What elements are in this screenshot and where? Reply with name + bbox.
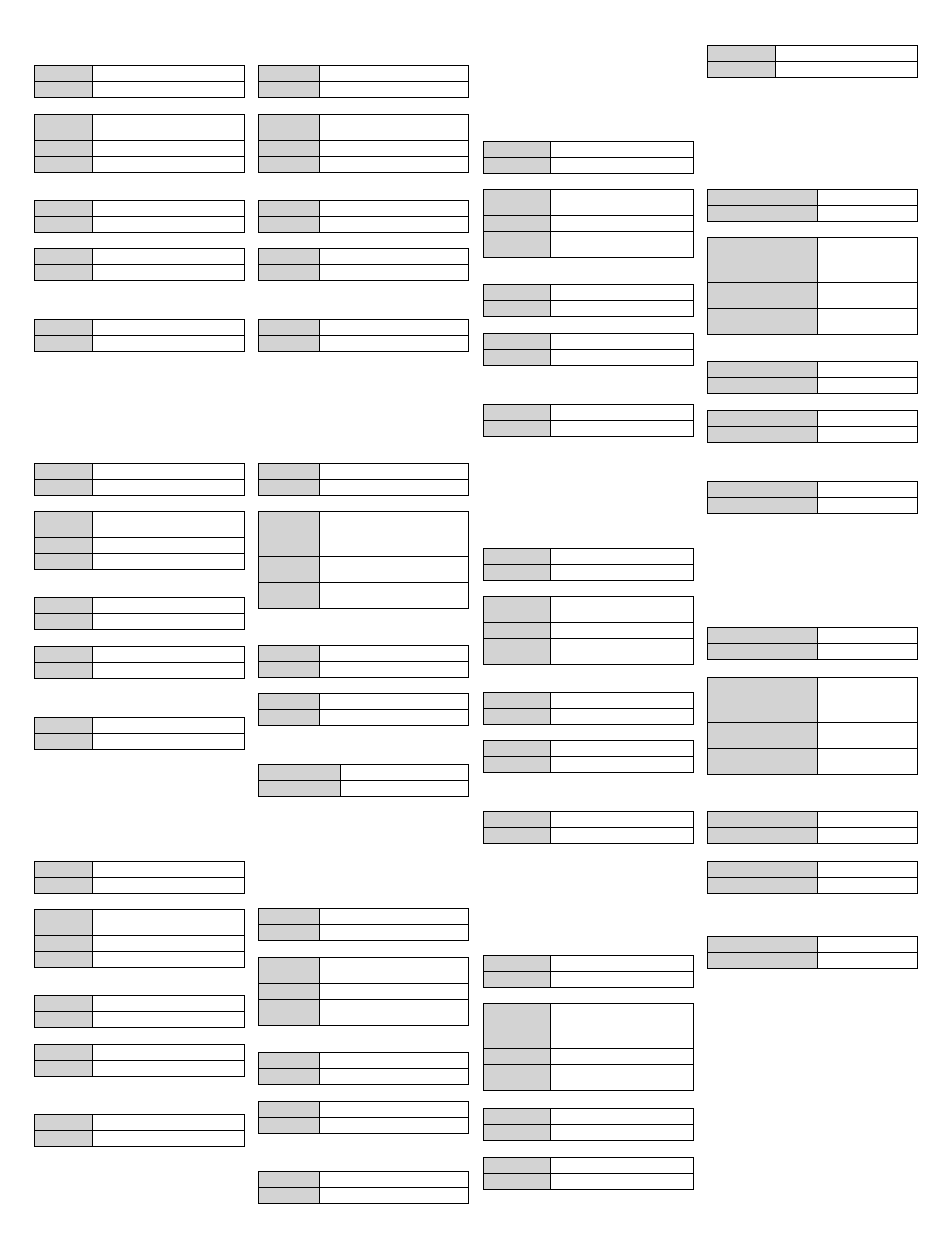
value-cell — [320, 662, 468, 677]
value-cell — [818, 427, 917, 442]
label-cell — [35, 249, 92, 264]
value-cell — [818, 411, 917, 426]
value-cell — [93, 512, 244, 537]
label-cell — [484, 828, 550, 843]
label-cell — [259, 765, 340, 780]
value-cell — [551, 216, 693, 231]
form-table — [34, 200, 245, 233]
label-cell — [708, 206, 817, 221]
value-cell — [818, 828, 917, 843]
value-cell — [320, 265, 468, 280]
value-cell — [551, 421, 693, 436]
value-cell — [818, 812, 917, 827]
label-cell — [35, 952, 92, 967]
value-cell — [341, 765, 468, 780]
label-cell — [484, 1109, 550, 1124]
label-cell — [35, 480, 92, 495]
form-table — [34, 248, 245, 281]
value-cell — [551, 190, 693, 215]
label-cell — [35, 862, 92, 877]
value-cell — [320, 157, 468, 172]
value-cell — [551, 232, 693, 257]
label-cell — [484, 1174, 550, 1189]
value-cell — [320, 710, 468, 725]
value-cell — [818, 498, 917, 513]
form-table — [707, 45, 918, 78]
label-cell — [35, 1115, 92, 1130]
value-cell — [93, 1061, 244, 1076]
label-cell — [259, 66, 319, 81]
value-cell — [320, 1102, 468, 1117]
label-cell — [259, 1172, 319, 1187]
form-table — [258, 248, 469, 281]
value-cell — [93, 598, 244, 613]
label-cell — [259, 909, 319, 924]
label-cell — [259, 217, 319, 232]
label-cell — [484, 812, 550, 827]
form-table — [258, 319, 469, 352]
value-cell — [320, 925, 468, 940]
value-cell — [551, 350, 693, 365]
label-cell — [35, 201, 92, 216]
form-table — [483, 811, 694, 844]
label-cell — [35, 1045, 92, 1060]
label-cell — [259, 662, 319, 677]
value-cell — [320, 646, 468, 661]
value-cell — [320, 1118, 468, 1133]
label-cell — [484, 1125, 550, 1140]
label-cell — [35, 996, 92, 1011]
label-cell — [259, 320, 319, 335]
label-cell — [259, 480, 319, 495]
label-cell — [708, 427, 817, 442]
form-table — [258, 1052, 469, 1085]
form-table — [34, 909, 245, 968]
label-cell — [708, 723, 817, 748]
label-cell — [484, 350, 550, 365]
label-cell — [35, 265, 92, 280]
value-cell — [93, 647, 244, 662]
label-cell — [484, 232, 550, 257]
form-table — [34, 1114, 245, 1147]
value-cell — [93, 115, 244, 140]
value-cell — [551, 956, 693, 971]
value-cell — [320, 557, 468, 582]
value-cell — [320, 1000, 468, 1025]
form-table — [483, 596, 694, 665]
value-cell — [776, 46, 917, 61]
value-cell — [93, 1115, 244, 1130]
value-cell — [551, 597, 693, 622]
value-cell — [93, 265, 244, 280]
value-cell — [551, 1125, 693, 1140]
label-cell — [259, 82, 319, 97]
label-cell — [35, 554, 92, 569]
label-cell — [708, 678, 817, 722]
label-cell — [708, 953, 817, 968]
label-cell — [35, 1131, 92, 1146]
value-cell — [320, 320, 468, 335]
label-cell — [484, 639, 550, 664]
form-table — [483, 333, 694, 366]
value-cell — [551, 639, 693, 664]
form-table — [483, 548, 694, 581]
label-cell — [484, 757, 550, 772]
form-table — [34, 597, 245, 630]
value-cell — [320, 1053, 468, 1068]
label-cell — [259, 557, 319, 582]
form-table — [258, 908, 469, 941]
label-cell — [35, 614, 92, 629]
label-cell — [259, 710, 319, 725]
value-cell — [320, 694, 468, 709]
value-cell — [93, 910, 244, 935]
form-table — [34, 1044, 245, 1077]
value-cell — [320, 201, 468, 216]
form-table — [34, 646, 245, 679]
label-cell — [484, 1049, 550, 1064]
value-cell — [93, 554, 244, 569]
form-table — [707, 481, 918, 514]
label-cell — [484, 623, 550, 638]
value-cell — [93, 663, 244, 678]
label-cell — [35, 512, 92, 537]
label-cell — [35, 663, 92, 678]
label-cell — [35, 66, 92, 81]
form-table — [34, 511, 245, 570]
label-cell — [259, 1069, 319, 1084]
form-table — [34, 65, 245, 98]
value-cell — [818, 644, 917, 659]
value-cell — [776, 62, 917, 77]
value-cell — [93, 480, 244, 495]
value-cell — [818, 283, 917, 308]
form-table — [483, 1108, 694, 1141]
form-table — [258, 114, 469, 173]
value-cell — [93, 878, 244, 893]
form-table — [258, 693, 469, 726]
label-cell — [259, 694, 319, 709]
label-cell — [484, 956, 550, 971]
form-table — [707, 237, 918, 335]
form-table — [258, 1101, 469, 1134]
value-cell — [320, 66, 468, 81]
label-cell — [35, 647, 92, 662]
label-cell — [35, 157, 92, 172]
value-cell — [320, 909, 468, 924]
label-cell — [35, 878, 92, 893]
label-cell — [484, 741, 550, 756]
value-cell — [93, 201, 244, 216]
label-cell — [259, 265, 319, 280]
value-cell — [551, 1109, 693, 1124]
value-cell — [551, 693, 693, 708]
value-cell — [93, 1131, 244, 1146]
label-cell — [259, 512, 319, 556]
label-cell — [259, 958, 319, 983]
value-cell — [551, 142, 693, 157]
label-cell — [484, 1158, 550, 1173]
label-cell — [484, 1004, 550, 1048]
label-cell — [708, 937, 817, 952]
form-table — [483, 692, 694, 725]
value-cell — [320, 249, 468, 264]
form-table — [258, 764, 469, 797]
label-cell — [259, 336, 319, 351]
label-cell — [708, 828, 817, 843]
form-table — [258, 65, 469, 98]
value-cell — [551, 709, 693, 724]
form-table — [483, 404, 694, 437]
value-cell — [551, 285, 693, 300]
label-cell — [259, 1102, 319, 1117]
label-cell — [708, 482, 817, 497]
form-table — [34, 463, 245, 496]
label-cell — [708, 46, 775, 61]
value-cell — [551, 405, 693, 420]
label-cell — [708, 62, 775, 77]
label-cell — [259, 925, 319, 940]
value-cell — [320, 984, 468, 999]
label-cell — [259, 984, 319, 999]
label-cell — [708, 378, 817, 393]
value-cell — [93, 464, 244, 479]
form-table — [34, 861, 245, 894]
label-cell — [35, 1012, 92, 1027]
value-cell — [93, 66, 244, 81]
label-cell — [708, 362, 817, 377]
value-cell — [320, 336, 468, 351]
label-cell — [708, 878, 817, 893]
value-cell — [551, 158, 693, 173]
value-cell — [93, 141, 244, 156]
form-table — [483, 1003, 694, 1091]
value-cell — [93, 82, 244, 97]
label-cell — [259, 1053, 319, 1068]
label-cell — [259, 115, 319, 140]
label-cell — [259, 583, 319, 608]
label-cell — [35, 141, 92, 156]
label-cell — [708, 238, 817, 282]
label-cell — [708, 498, 817, 513]
label-cell — [35, 336, 92, 351]
form-table — [258, 200, 469, 233]
label-cell — [708, 812, 817, 827]
label-cell — [484, 216, 550, 231]
form-table — [34, 717, 245, 750]
form-table — [34, 114, 245, 173]
label-cell — [259, 249, 319, 264]
label-cell — [35, 734, 92, 749]
form-table — [707, 811, 918, 844]
form-table — [483, 1157, 694, 1190]
value-cell — [93, 996, 244, 1011]
label-cell — [484, 1065, 550, 1090]
label-cell — [708, 309, 817, 334]
value-cell — [551, 565, 693, 580]
label-cell — [35, 718, 92, 733]
value-cell — [818, 362, 917, 377]
label-cell — [484, 285, 550, 300]
label-cell — [708, 862, 817, 877]
value-cell — [93, 862, 244, 877]
value-cell — [551, 812, 693, 827]
label-cell — [35, 598, 92, 613]
value-cell — [320, 141, 468, 156]
label-cell — [259, 1188, 319, 1203]
form-table — [483, 284, 694, 317]
value-cell — [93, 1012, 244, 1027]
form-table — [707, 677, 918, 775]
value-cell — [551, 549, 693, 564]
value-cell — [551, 972, 693, 987]
label-cell — [35, 320, 92, 335]
label-cell — [259, 141, 319, 156]
value-cell — [320, 1069, 468, 1084]
label-cell — [35, 464, 92, 479]
value-cell — [320, 1188, 468, 1203]
form-table — [707, 189, 918, 222]
label-cell — [35, 910, 92, 935]
label-cell — [484, 565, 550, 580]
form-table — [483, 740, 694, 773]
value-cell — [551, 301, 693, 316]
value-cell — [93, 538, 244, 553]
value-cell — [818, 937, 917, 952]
value-cell — [551, 334, 693, 349]
value-cell — [551, 623, 693, 638]
value-cell — [320, 512, 468, 556]
label-cell — [259, 646, 319, 661]
value-cell — [93, 1045, 244, 1060]
label-cell — [708, 190, 817, 205]
value-cell — [551, 828, 693, 843]
label-cell — [259, 781, 340, 796]
form-table — [707, 361, 918, 394]
value-cell — [93, 614, 244, 629]
value-cell — [551, 1158, 693, 1173]
form-table — [483, 141, 694, 174]
value-cell — [551, 1049, 693, 1064]
value-cell — [818, 628, 917, 643]
value-cell — [320, 82, 468, 97]
form-table — [483, 189, 694, 258]
value-cell — [818, 678, 917, 722]
label-cell — [35, 115, 92, 140]
label-cell — [708, 628, 817, 643]
value-cell — [818, 238, 917, 282]
label-cell — [35, 82, 92, 97]
label-cell — [484, 421, 550, 436]
label-cell — [484, 142, 550, 157]
label-cell — [484, 158, 550, 173]
label-cell — [484, 972, 550, 987]
value-cell — [93, 952, 244, 967]
value-cell — [93, 320, 244, 335]
label-cell — [484, 693, 550, 708]
value-cell — [818, 309, 917, 334]
label-cell — [708, 749, 817, 774]
form-table — [707, 410, 918, 443]
value-cell — [93, 336, 244, 351]
label-cell — [708, 644, 817, 659]
label-cell — [484, 301, 550, 316]
value-cell — [818, 878, 917, 893]
value-cell — [320, 1172, 468, 1187]
value-cell — [551, 1174, 693, 1189]
value-cell — [818, 862, 917, 877]
value-cell — [320, 115, 468, 140]
value-cell — [93, 157, 244, 172]
label-cell — [484, 549, 550, 564]
value-cell — [93, 718, 244, 733]
value-cell — [551, 1065, 693, 1090]
form-table — [483, 955, 694, 988]
form-table — [258, 1171, 469, 1204]
form-table — [34, 319, 245, 352]
value-cell — [551, 757, 693, 772]
value-cell — [341, 781, 468, 796]
form-table — [707, 936, 918, 969]
label-cell — [708, 411, 817, 426]
value-cell — [551, 741, 693, 756]
label-cell — [708, 283, 817, 308]
value-cell — [818, 953, 917, 968]
form-table — [258, 463, 469, 496]
value-cell — [320, 464, 468, 479]
value-cell — [320, 480, 468, 495]
form-table — [707, 861, 918, 894]
label-cell — [35, 936, 92, 951]
value-cell — [93, 249, 244, 264]
value-cell — [93, 217, 244, 232]
label-cell — [484, 597, 550, 622]
value-cell — [551, 1004, 693, 1048]
label-cell — [259, 1000, 319, 1025]
label-cell — [35, 1061, 92, 1076]
value-cell — [818, 206, 917, 221]
value-cell — [320, 217, 468, 232]
label-cell — [259, 464, 319, 479]
value-cell — [818, 482, 917, 497]
form-table — [258, 957, 469, 1026]
label-cell — [484, 334, 550, 349]
value-cell — [93, 936, 244, 951]
form-table — [258, 511, 469, 609]
value-cell — [818, 378, 917, 393]
label-cell — [259, 1118, 319, 1133]
form-table — [707, 627, 918, 660]
label-cell — [484, 709, 550, 724]
label-cell — [259, 157, 319, 172]
label-cell — [259, 201, 319, 216]
label-cell — [35, 538, 92, 553]
value-cell — [320, 583, 468, 608]
value-cell — [818, 723, 917, 748]
label-cell — [484, 405, 550, 420]
label-cell — [484, 190, 550, 215]
form-table — [258, 645, 469, 678]
value-cell — [93, 734, 244, 749]
value-cell — [818, 749, 917, 774]
form-table — [34, 995, 245, 1028]
label-cell — [35, 217, 92, 232]
value-cell — [320, 958, 468, 983]
value-cell — [818, 190, 917, 205]
